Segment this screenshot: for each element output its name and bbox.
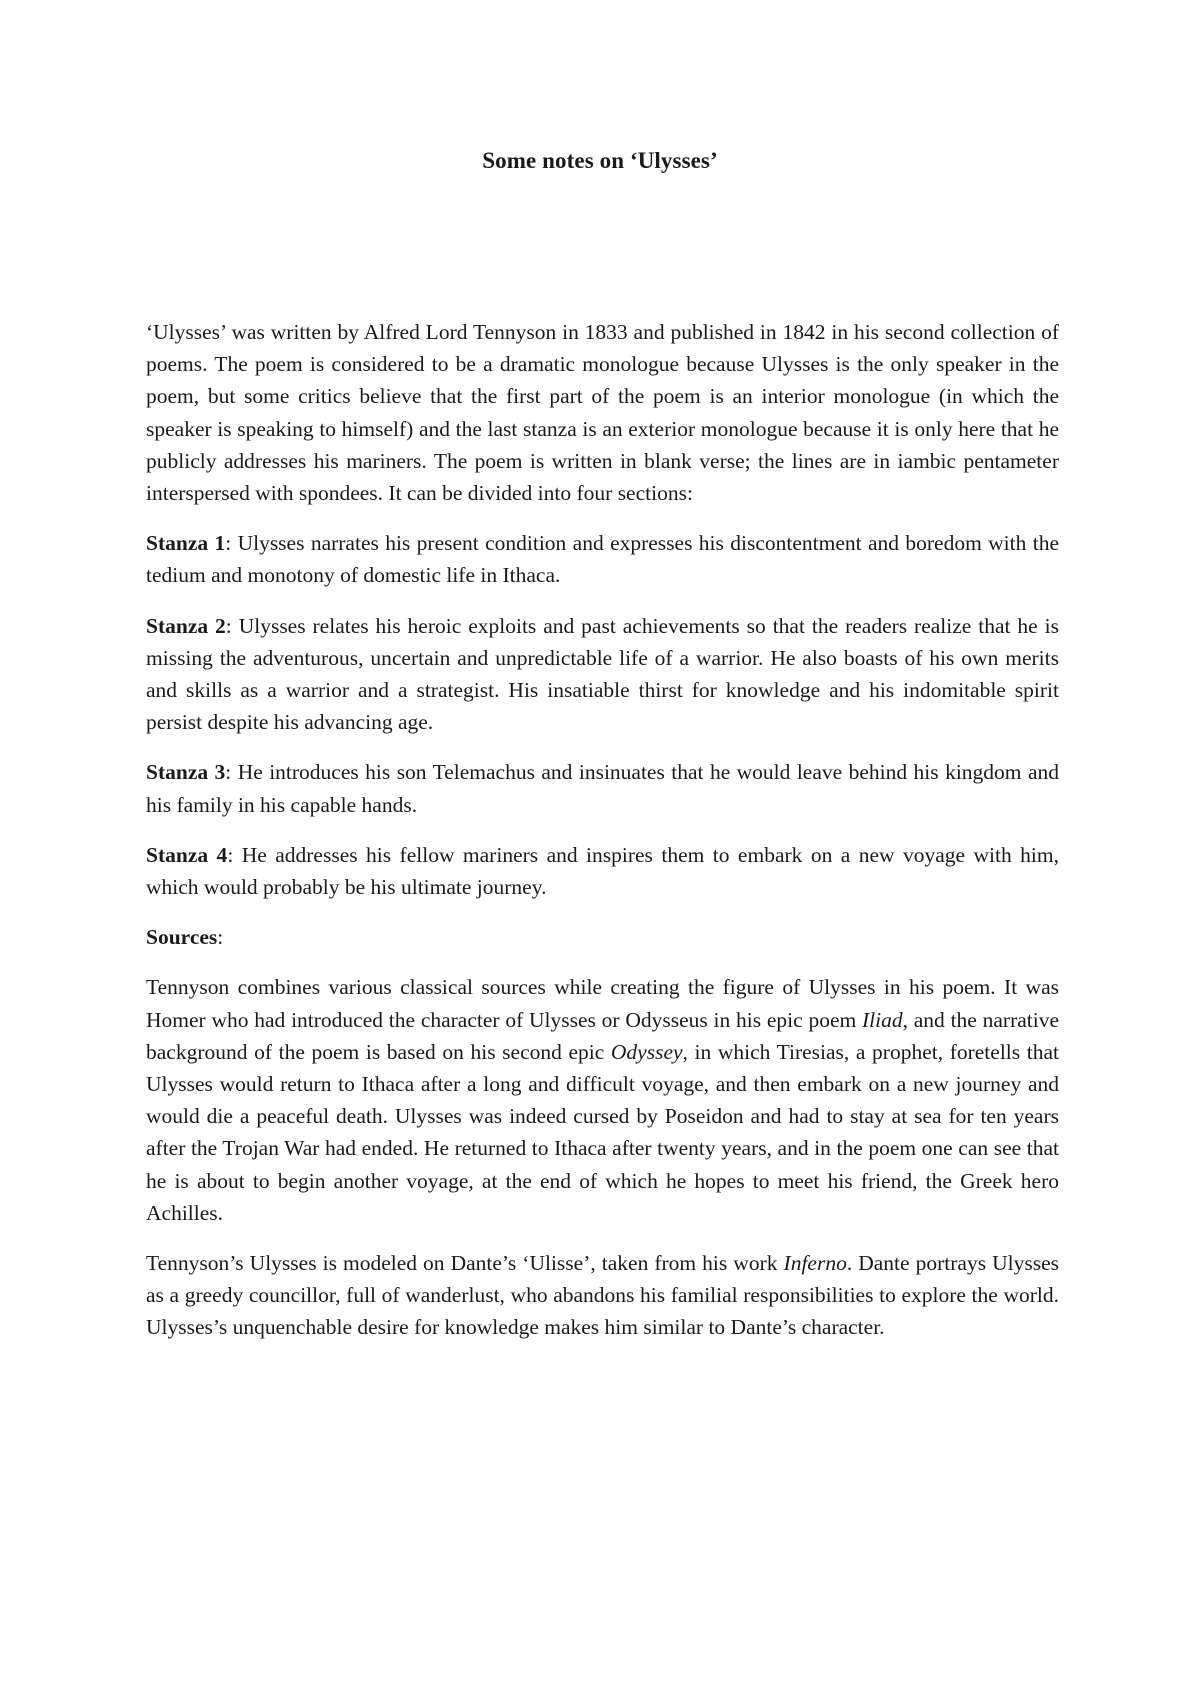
page-title: Some notes on ‘Ulysses’ [482, 148, 718, 173]
sources-p1-part2: , and the narrative background of the poem is based on his second epic [146, 1007, 1060, 1064]
sources-p2-part1: Tennyson’s Ulysses is modeled on Dante’s ‘Ulisse’, taken from his work [146, 1251, 784, 1276]
stanza-3-paragraph [146, 756, 1059, 820]
stanza-1-text: : Ulysses narrates his present condition and expresses his discontentment and boredom with the tedium and monotony of domestic life in Ithaca. [146, 531, 1059, 588]
inferno-title: Inferno [783, 1251, 847, 1276]
stanza-2-label: Stanza 2 [146, 613, 226, 638]
sources-heading [146, 921, 1059, 953]
document-body [146, 316, 1059, 1362]
stanza-3-label: Stanza 3 [146, 760, 226, 785]
stanza-1-paragraph [146, 527, 1059, 591]
sources-p2-part2: . Dante portrays Ulysses as a greedy councillor, full of wanderlust, who abandons his familial responsibilities to explore the world. Ulysses’s unquenchable desire for knowledge makes him similar to Dante’s character. [146, 1251, 1059, 1340]
sources-heading-colon: : [217, 925, 224, 950]
odyssey-title: Odyssey [610, 1039, 683, 1064]
stanza-4-paragraph [146, 839, 1059, 903]
sources-p1-part1: Tennyson combines various classical sources while creating the figure of Ulysses in his poem. It was Homer who had introduced the character of Ulysses or Odysseus in his epic poem [146, 975, 1059, 1032]
iliad-title: Iliad [862, 1007, 903, 1032]
stanza-4-text: : He addresses his fellow mariners and inspires them to embark on a new voyage with him, which would probably be his ultimate journey. [146, 842, 1059, 900]
stanza-2-paragraph [146, 610, 1059, 739]
intro-paragraph: ‘Ulysses’ was written by Alfred Lord Tennyson in 1833 and published in 1842 in his second collection of poems. The poem is considered to be a dramatic monologue because Ulysses is the only speaker in the poem, but some critics believe that the first part of the poem is an interior monologue (in which the speaker is speaking to himself) and the last stanza is an exterior monologue because it is only here that he publicly addresses his mariners. The poem is written in blank verse; the lines are in iambic pentameter interspersed with spondees. It can be divided into four sections: [146, 320, 1059, 506]
stanza-2-text: : Ulysses relates his heroic exploits and past achievements so that the readers realize that he is missing the adventurous, uncertain and unpredictable life of a warrior. He also boasts of his own merits and skills as a warrior and a strategist. His insatiable thirst for knowledge and his indomitable spirit persist despite his advancing age. [146, 613, 1059, 735]
sources-p1-part3: , in which Tiresias, a prophet, foretells that Ulysses would return to Ithaca after a long and difficult voyage, and then embark on a new journey and would die a peaceful death. Ulysses was indeed cursed by Poseidon and had to stay at sea for ten years after the Trojan War had ended. He returned to Ithaca after twenty years, and in the poem one can see that he is about to begin another voyage, at the end of which he hopes to meet his friend, the Greek hero Achilles. [146, 1039, 1059, 1225]
sources-heading-text: Sources [146, 925, 218, 950]
stanza-3-text: : He introduces his son Telemachus and insinuates that he would leave behind his kingdom and his family in his capable hands. [146, 760, 1059, 817]
sources-paragraph-1 [146, 971, 1059, 1229]
sources-paragraph-2 [146, 1247, 1059, 1344]
stanza-1-label: Stanza 1 [146, 531, 226, 556]
stanza-4-label: Stanza 4 [146, 842, 228, 867]
